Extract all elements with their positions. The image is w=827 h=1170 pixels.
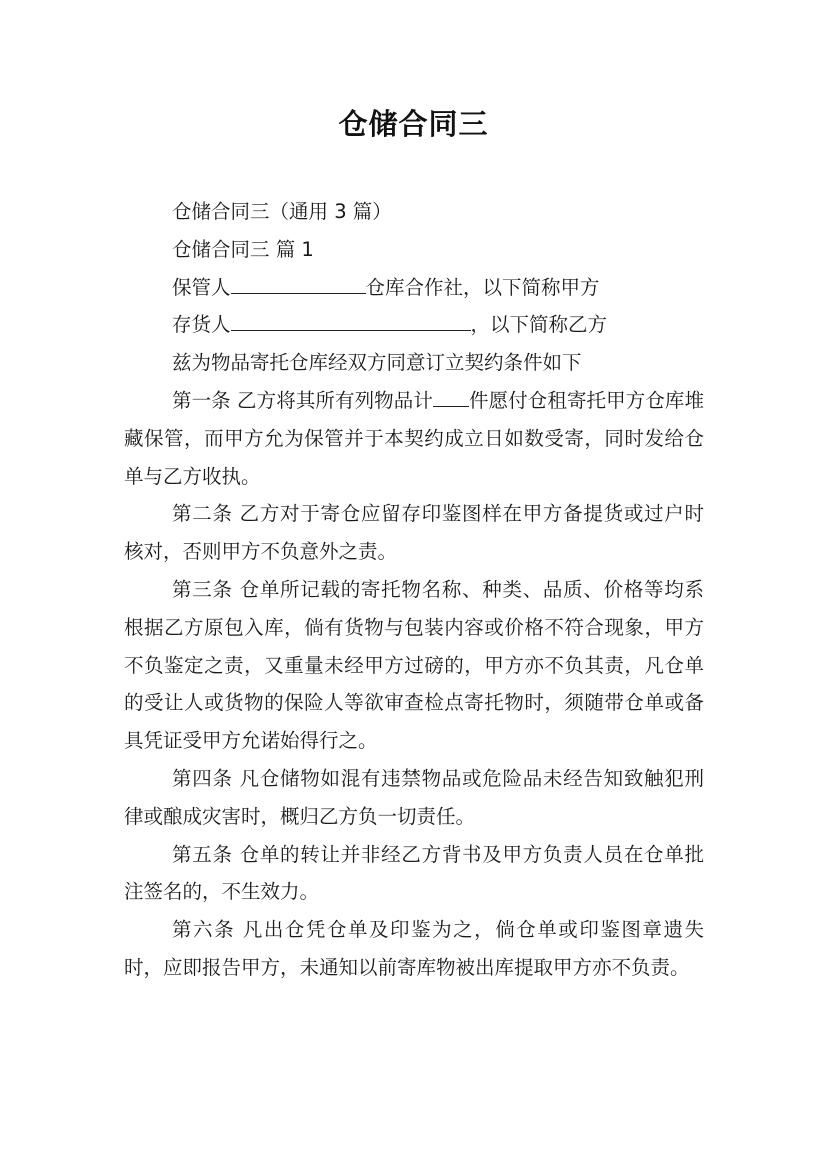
article-1-quantity-blank [433,386,469,407]
depositor-suffix: ，以下简称乙方 [470,313,608,337]
article-1-after-blank: 件愿付仓租寄托甲方仓库堆藏保管，而甲方允为保管并于本契约成立日如数受寄，同时发给仓单与乙方收执。 [124,388,704,488]
article-2: 第二条 乙方对于寄仓应留存印鉴图样在甲方备提货或过户时核对，否则甲方不负意外之责。 [124,502,704,564]
section-heading: 仓储合同三 篇 1 [172,237,314,261]
depositor-blank [231,310,471,331]
depositor-prefix: 存货人 [172,313,231,337]
article-4: 第四条 凡仓储物如混有违禁物品或危险品未经告知致触犯刑律或酿成灾害时，概归乙方负一切责任。 [124,766,704,828]
subtitle-line: 仓储合同三（通用 3 篇） [172,200,392,223]
article-1 [124,382,704,495]
article-1-before-blank: 第一条 乙方将其所有列物品计 [172,388,433,412]
intro-line: 兹为物品寄托仓库经双方同意订立契约条件如下 [172,351,582,375]
custodian-suffix: 仓库合作社，以下简称甲方 [365,275,600,299]
document-title: 仓储合同三 [338,107,489,141]
article-6: 第六条 凡出仓凭仓单及印鉴为之，倘仓单或印鉴图章遗失时，应即报告甲方，未通知以前寄库物被出库提取甲方亦不负责。 [124,918,704,979]
custodian-blank [231,272,366,293]
custodian-prefix: 保管人 [172,275,231,299]
article-3: 第三条 仓单所记载的寄托物名称、种类、品质、价格等均系根据乙方原包入库，倘有货物与包装内容或价格不符合现象，甲方不负鉴定之责，又重量未经甲方过磅的，甲方亦不负其责，凡仓单的受让人或货物的保险人等欲审查检点寄托物时，须随带仓单或备具凭证受甲方允诺始得行之。 [124,577,704,753]
depositor-line [124,306,704,344]
custodian-line [124,269,704,307]
document-body [124,193,704,987]
article-5: 第五条 仓单的转让并非经乙方背书及甲方负责人员在仓单批注签名的，不生效力。 [124,842,704,904]
